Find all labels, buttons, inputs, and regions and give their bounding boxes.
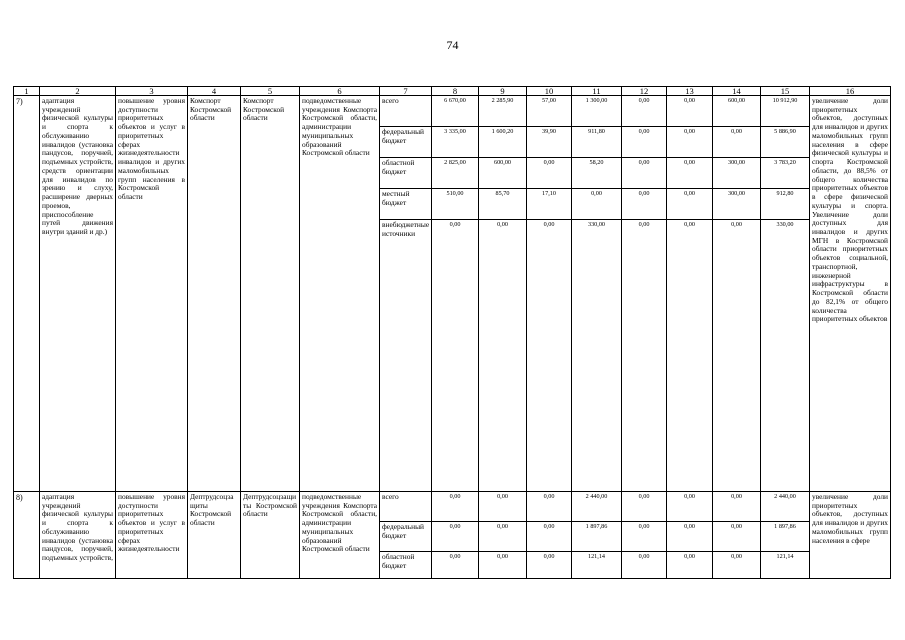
value-cell: 0,00 bbox=[622, 189, 667, 220]
value-cell: 0,00 bbox=[527, 522, 572, 552]
value-cell: 0,00 bbox=[479, 492, 527, 522]
value-cell: 330,00 bbox=[761, 220, 810, 492]
value-cell: 0,00 bbox=[622, 96, 667, 127]
column-number: 3 bbox=[116, 87, 188, 96]
value-cell: 0,00 bbox=[713, 127, 761, 158]
responsible-cell: Комспорт Костромской области bbox=[188, 96, 241, 492]
column-number: 6 bbox=[300, 87, 380, 96]
value-cell: 0,00 bbox=[667, 96, 713, 127]
value-cell: 0,00 bbox=[432, 552, 479, 579]
source-name: федеральный бюджет bbox=[380, 127, 432, 158]
value-cell: 121,14 bbox=[761, 552, 810, 579]
value-cell: 3 335,00 bbox=[432, 127, 479, 158]
value-cell: 0,00 bbox=[527, 158, 572, 189]
coexecutor-cell: Дептрудсоцзащиты Костромской области bbox=[241, 492, 300, 579]
column-number: 5 bbox=[241, 87, 300, 96]
value-cell: 0,00 bbox=[432, 522, 479, 552]
value-cell: 1 897,86 bbox=[572, 522, 622, 552]
value-cell: 121,14 bbox=[572, 552, 622, 579]
column-number: 9 bbox=[479, 87, 527, 96]
value-cell: 300,00 bbox=[713, 158, 761, 189]
value-cell: 510,00 bbox=[432, 189, 479, 220]
source-name: федеральный бюджет bbox=[380, 522, 432, 552]
result-cell: увеличение доли приоритетных объектов, доступных для инвалидов и других маломобильных групп населения в сфере bbox=[810, 492, 891, 579]
value-cell: 0,00 bbox=[622, 158, 667, 189]
value-cell: 10 912,90 bbox=[761, 96, 810, 127]
value-cell: 0,00 bbox=[713, 220, 761, 492]
goal-cell: повышение уровня доступности приоритетных объектов и услуг в приоритетных сферах жизнедеятельности bbox=[116, 492, 188, 579]
column-number: 8 bbox=[432, 87, 479, 96]
value-cell: 0,00 bbox=[527, 552, 572, 579]
value-cell: 300,00 bbox=[713, 189, 761, 220]
value-cell: 0,00 bbox=[527, 220, 572, 492]
value-cell: 0,00 bbox=[479, 552, 527, 579]
value-cell: 0,00 bbox=[432, 220, 479, 492]
responsible-cell: Дептрудсоцзащиты Костромской области bbox=[188, 492, 241, 579]
row-index: 8) bbox=[14, 492, 40, 579]
column-number: 10 bbox=[527, 87, 572, 96]
value-cell: 39,90 bbox=[527, 127, 572, 158]
source-name: областной бюджет bbox=[380, 552, 432, 579]
value-cell: 0,00 bbox=[622, 220, 667, 492]
value-cell: 0,00 bbox=[667, 189, 713, 220]
column-number: 1 bbox=[14, 87, 40, 96]
column-number: 14 bbox=[713, 87, 761, 96]
measure-cell: адаптация учреждений физической культуры и спорта к обслуживанию инвалидов (установка пандусов, поручней, подъемных устройств, средств ориентации для инвалидов по зрению и слуху, расширение дверных проемов, приспособление путей движения внутри зданий и др.) bbox=[40, 96, 116, 492]
value-cell: 0,00 bbox=[667, 552, 713, 579]
budget-table bbox=[13, 86, 891, 579]
value-cell: 1 600,20 bbox=[479, 127, 527, 158]
value-cell: 57,00 bbox=[527, 96, 572, 127]
value-cell: 0,00 bbox=[622, 522, 667, 552]
value-cell: 0,00 bbox=[527, 492, 572, 522]
coexecutor-cell: Комспорт Костромской области bbox=[241, 96, 300, 492]
value-cell: 5 886,90 bbox=[761, 127, 810, 158]
source-name: всего bbox=[380, 492, 432, 522]
column-number: 16 bbox=[810, 87, 891, 96]
column-number: 12 bbox=[622, 87, 667, 96]
value-cell: 0,00 bbox=[622, 552, 667, 579]
participants-cell: подведомственные учреждения Комспорта Костромской области, администрации муниципальных образований Костромской области bbox=[300, 96, 380, 492]
value-cell: 912,80 bbox=[761, 189, 810, 220]
source-name: областной бюджет bbox=[380, 158, 432, 189]
value-cell: 17,10 bbox=[527, 189, 572, 220]
row-index: 7) bbox=[14, 96, 40, 492]
result-cell: увеличение доли приоритетных объектов, доступных для инвалидов и других маломобильных групп населения в сфере физической культуры и спорта Костромской области, до 88,5% от общего количества приоритетных объектов в сфере физической культуры и спорта. Увеличение доли доступных для инвалидов и других МГН в Костромской области приоритетных объектов социальной, транспортной, инженерной инфраструктуры в Костромской области до 82,1% от общего количества приоритетных объектов bbox=[810, 96, 891, 492]
value-cell: 0,00 bbox=[713, 492, 761, 522]
goal-cell: повышение уровня доступности приоритетных объектов и услуг в приоритетных сферах жизнедеятельности инвалидов и других маломобильных групп населения в Костромской области bbox=[116, 96, 188, 492]
value-cell: 330,00 bbox=[572, 220, 622, 492]
value-cell: 58,20 bbox=[572, 158, 622, 189]
value-cell: 0,00 bbox=[622, 492, 667, 522]
value-cell: 0,00 bbox=[667, 492, 713, 522]
table-row bbox=[14, 492, 891, 522]
column-number: 11 bbox=[572, 87, 622, 96]
source-name: всего bbox=[380, 96, 432, 127]
column-number: 4 bbox=[188, 87, 241, 96]
value-cell: 0,00 bbox=[432, 492, 479, 522]
value-cell: 0,00 bbox=[667, 127, 713, 158]
value-cell: 1 897,86 bbox=[761, 522, 810, 552]
column-number-row bbox=[14, 87, 891, 96]
value-cell: 0,00 bbox=[572, 189, 622, 220]
value-cell: 0,00 bbox=[667, 522, 713, 552]
value-cell: 2 440,00 bbox=[761, 492, 810, 522]
measure-cell: адаптация учреждений физической культуры и спорта к обслуживанию инвалидов (установка пандусов, поручней, подъемных устройств, bbox=[40, 492, 116, 579]
column-number: 15 bbox=[761, 87, 810, 96]
value-cell: 0,00 bbox=[667, 158, 713, 189]
value-cell: 0,00 bbox=[479, 220, 527, 492]
value-cell: 1 300,00 bbox=[572, 96, 622, 127]
value-cell: 0,00 bbox=[667, 220, 713, 492]
page-number: 74 bbox=[446, 38, 459, 52]
value-cell: 2 440,00 bbox=[572, 492, 622, 522]
value-cell: 0,00 bbox=[622, 127, 667, 158]
value-cell: 600,00 bbox=[479, 158, 527, 189]
value-cell: 2 825,00 bbox=[432, 158, 479, 189]
value-cell: 2 285,90 bbox=[479, 96, 527, 127]
column-number: 13 bbox=[667, 87, 713, 96]
column-number: 7 bbox=[380, 87, 432, 96]
table-row bbox=[14, 96, 891, 127]
value-cell: 85,70 bbox=[479, 189, 527, 220]
value-cell: 911,80 bbox=[572, 127, 622, 158]
source-name: внебюджетные источники bbox=[380, 220, 432, 492]
value-cell: 0,00 bbox=[713, 522, 761, 552]
value-cell: 3 783,20 bbox=[761, 158, 810, 189]
value-cell: 0,00 bbox=[713, 552, 761, 579]
value-cell: 0,00 bbox=[479, 522, 527, 552]
column-number: 2 bbox=[40, 87, 116, 96]
value-cell: 6 670,00 bbox=[432, 96, 479, 127]
participants-cell: подведомственные учреждения Комспорта Костромской области, администрации муниципальных образований Костромской области bbox=[300, 492, 380, 579]
source-name: местный бюджет bbox=[380, 189, 432, 220]
value-cell: 600,00 bbox=[713, 96, 761, 127]
